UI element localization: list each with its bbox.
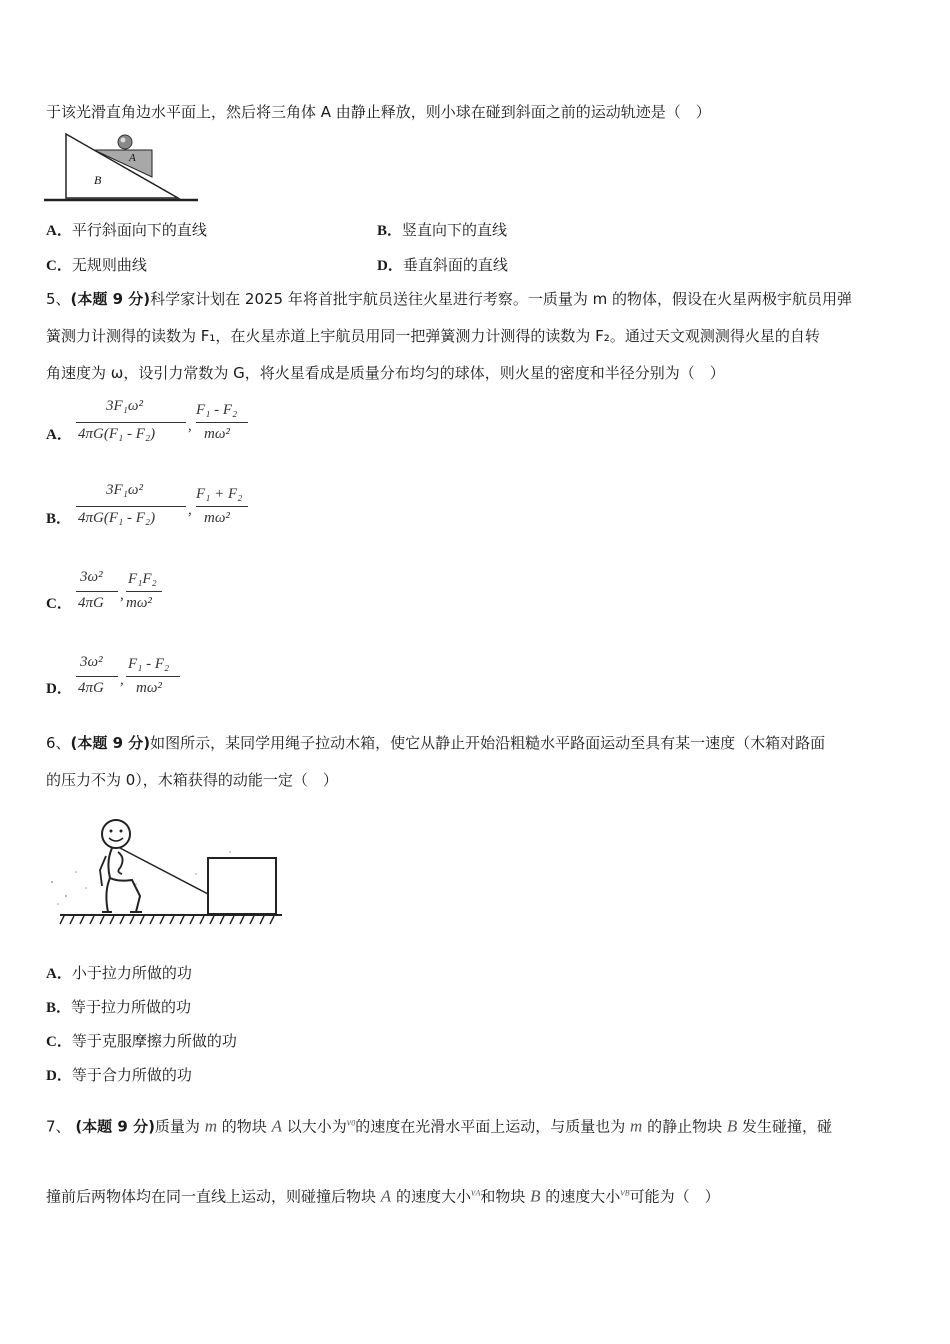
q5-b-fraction-radius: F₁ + F₂ mω² xyxy=(196,480,248,536)
q5-c-fraction-radius: F₁F₂ mω² xyxy=(126,565,162,621)
q4-option-a[interactable]: A．平行斜面向下的直线 xyxy=(46,221,207,239)
q5-c-fraction-density: 3ω² 4πG xyxy=(76,565,118,621)
q6-stem-line1: 6、(本题 9 分)如图所示，某同学用绳子拉动木箱，使它从静止开始沿粗糙水平路面运动至具有某一速度（木箱对路面 xyxy=(46,734,826,752)
q6-option-d[interactable]: D．等于合力所做的功 xyxy=(46,1066,192,1084)
q5-b-fraction-density: 3F₁ω² 4πG(F₁ - F₂) xyxy=(76,480,186,536)
q5-option-b[interactable]: B． 3F₁ω² 4πG(F₁ - F₂) , F₁ + F₂ mω² xyxy=(46,480,306,536)
q6-stem-line2: 的压力不为 0），木箱获得的动能一定（ ） xyxy=(46,771,338,789)
q6-option-a[interactable]: A．小于拉力所做的功 xyxy=(46,964,192,982)
q5-option-a[interactable]: A． 3F₁ω² 4πG(F₁ - F₂) , F₁ - F₂ mω² xyxy=(46,396,306,452)
svg-text:B: B xyxy=(94,173,102,187)
q6-number: 6、 xyxy=(46,734,71,752)
q5-a-fraction-radius: F₁ - F₂ mω² xyxy=(196,396,248,452)
q6-option-b[interactable]: B．等于拉力所做的功 xyxy=(46,998,192,1016)
q4-stem: 于该光滑直角边水平面上，然后将三角体 A 由静止释放，则小球在碰到斜面之前的运动轨迹是（ ） xyxy=(46,103,711,121)
q4-option-b[interactable]: B．竖直向下的直线 xyxy=(377,221,508,239)
q5-points: (本题 9 分) xyxy=(70,290,151,308)
q6-figure xyxy=(46,812,282,942)
q6-points: (本题 9 分) xyxy=(70,734,151,752)
q5-stem-line1: 5、(本题 9 分)科学家计划在 2025 年将首批宇航员送往火星进行考察。一质量为 m 的物体，假设在火星两极宇航员用弹 xyxy=(46,290,853,308)
q5-d-fraction-radius: F₁ - F₂ mω² xyxy=(126,650,180,706)
q7-number: 7、 xyxy=(46,1117,71,1136)
q5-option-c[interactable]: C． 3ω² 4πG , F₁F₂ mω² xyxy=(46,565,246,621)
q6-option-c[interactable]: C．等于克服摩擦力所做的功 xyxy=(46,1032,237,1050)
q5-d-fraction-density: 3ω² 4πG xyxy=(76,650,118,706)
svg-text:A: A xyxy=(129,152,136,164)
q7-stem-line1: 7、 (本题 9 分)质量为 m 的物块 A 以大小为$^{v0}$的速度在光滑水平面上运动，与质量也为 m 的静止物块 B 发生碰撞，碰 xyxy=(46,1116,833,1136)
q7-stem-line2: 撞前后两物体均在同一直线上运动，则碰撞后物块 A 的速度大小$^{vA}$和物块 B 的速度大小$^{vB}$可能为（ ） xyxy=(46,1186,720,1206)
q5-stem-line2: 簧测力计测得的读数为 F₁，在火星赤道上宇航员用同一把弹簧测力计测得的读数为 F₂。通过天文观测测得火星的自转 xyxy=(46,327,820,345)
q5-stem-line3: 角速度为 ω，设引力常数为 G，将火星看成是质量分布均匀的球体，则火星的密度和半径分别为（ ） xyxy=(46,364,725,382)
q4-option-c[interactable]: C．无规则曲线 xyxy=(46,256,147,274)
q5-a-fraction-density: 3F₁ω² 4πG(F₁ - F₂) xyxy=(76,396,186,452)
q4-option-d[interactable]: D．垂直斜面的直线 xyxy=(377,256,508,274)
q4-figure xyxy=(44,130,204,208)
q7-points: (本题 9 分) xyxy=(75,1117,155,1136)
q5-option-d[interactable]: D． 3ω² 4πG , F₁ - F₂ mω² xyxy=(46,650,246,706)
q5-number: 5、 xyxy=(46,290,71,308)
